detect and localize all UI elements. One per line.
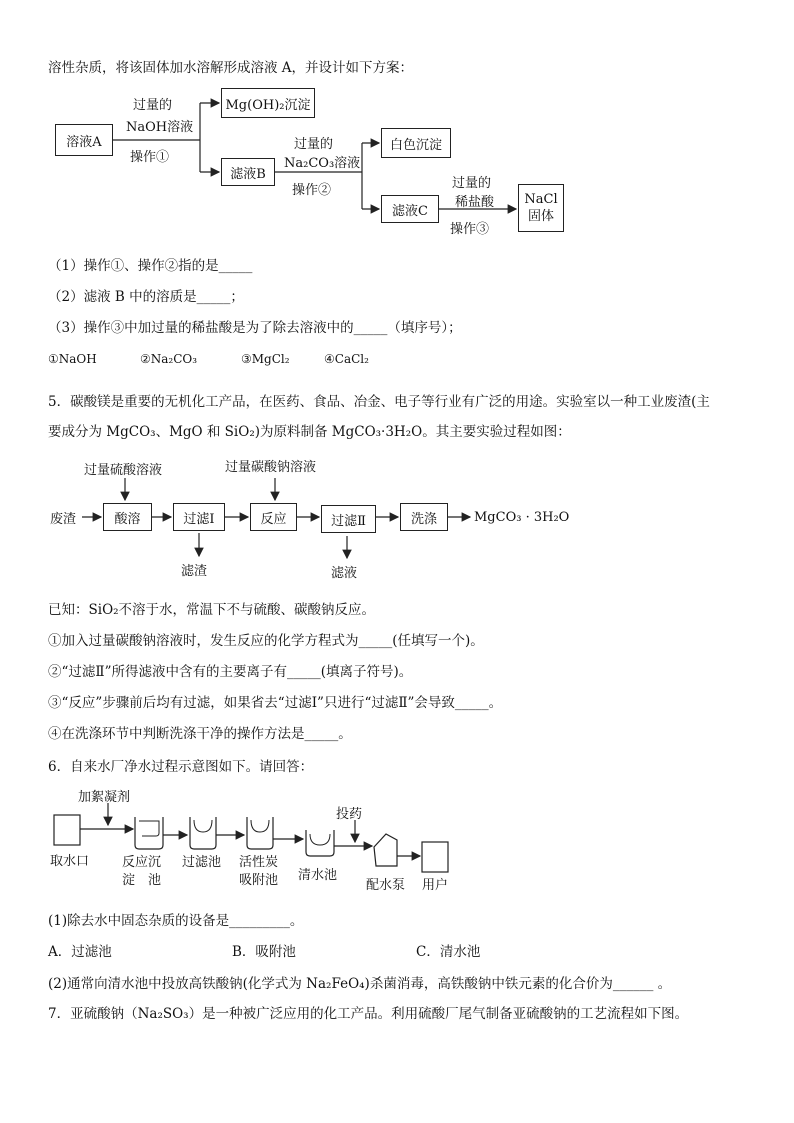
q6-option-a: A．过滤池	[48, 944, 112, 960]
q5-out-filtrate: 滤液	[331, 566, 358, 581]
product-line2: 固体	[527, 209, 554, 224]
product-line1: NaCl	[524, 192, 558, 207]
q6-question-2: (2)通常向清水池中投放高铁酸钠(化学式为 Na₂FeO₄)杀菌消毒，高铁酸钠中铁元素的化合价为______ 。	[48, 976, 672, 992]
box-filtrate-b: 滤液B	[221, 158, 275, 186]
reagent1-line2: NaOH溶液	[126, 120, 194, 135]
q5-line-4: ④在洗涤环节中判断洗涤干净的操作方法是_____。	[48, 726, 352, 742]
q5-out-residue: 滤渣	[181, 564, 208, 579]
reagent1-line1: 过量的	[133, 98, 173, 113]
q7-text: 7．亚硫酸钠（Na₂SO₃）是一种被广泛应用的化工产品。利用硫酸厂尾气制备亚硫酸钠的工艺流程如下图。	[48, 1006, 689, 1022]
reagent3-line2: 稀盐酸	[455, 195, 495, 210]
q6-text: 6．自来水厂净水过程示意图如下。请回答：	[48, 759, 314, 775]
q5-step-filter-2: 过滤Ⅱ	[321, 505, 376, 533]
q5-input-carbonate: 过量碳酸钠溶液	[225, 460, 317, 475]
q6-option-b: B．吸附池	[232, 944, 296, 960]
q4-question-1: （1）操作①、操作②指的是_____	[48, 258, 253, 274]
q5-line-3: ③“反应”步骤前后均有过滤，如果省去“过滤Ⅰ”只进行“过滤Ⅱ”会导致_____。	[48, 695, 503, 711]
q5-step-react: 反应	[250, 503, 297, 531]
q5-line-known: 已知：SiO₂不溶于水，常温下不与硫酸、碳酸钠反应。	[48, 602, 376, 618]
q4-question-2: （2）滤液 B 中的溶质是_____；	[48, 289, 244, 305]
q5-input-sulfuric: 过量硫酸溶液	[84, 463, 163, 478]
reagent3-line1: 过量的	[452, 176, 492, 191]
reagent2-line2: Na₂CO₃溶液	[284, 156, 361, 171]
box-white-precip: 白色沉淀	[381, 128, 451, 158]
q6-clear-tank: 清水池	[298, 868, 338, 883]
q5-step-filter-1: 过滤Ⅰ	[173, 503, 225, 531]
q6-settle-line1: 反应沉	[122, 855, 162, 870]
q4-question-3: （3）操作③中加过量的稀盐酸是为了除去溶液中的_____（填序号）；	[48, 320, 462, 336]
q6-intake: 取水口	[50, 854, 90, 869]
q5-line-1: ①加入过量碳酸钠溶液时，发生反应的化学方程式为_____(任填写一个)。	[48, 633, 484, 649]
q6-settle-line2: 淀 池	[122, 873, 162, 888]
q5-step-acid-dissolve: 酸溶	[103, 503, 152, 531]
reagent2-line1: 过量的	[294, 137, 334, 152]
op3-label: 操作③	[450, 222, 490, 237]
box-nacl-solid	[518, 184, 564, 232]
q5-product: MgCO₃ · 3H₂O	[474, 510, 570, 525]
q6-option-c: C．清水池	[416, 944, 481, 960]
q5-text-line2: 要成分为 MgCO₃、MgO 和 SiO₂)为原料制备 MgCO₃·3H₂O。其主要实验过程如图：	[48, 424, 571, 440]
q5-line-2: ②“过滤Ⅱ”所得滤液中含有的主要离子有_____(填离子符号)。	[48, 664, 413, 680]
q6-carbon-line1: 活性炭	[239, 855, 279, 870]
q6-add-chemical: 投药	[336, 807, 363, 822]
op2-label: 操作②	[292, 183, 332, 198]
q5-text-line1: 5．碳酸镁是重要的无机化工产品，在医药、食品、冶金、电子等行业有广泛的用途。实验室以一种工业废渣(主	[48, 394, 710, 410]
q6-user: 用户	[422, 878, 449, 893]
q4-option-3: ③MgCl₂	[241, 352, 290, 366]
q6-question-1: (1)除去水中固态杂质的设备是_________。	[48, 913, 304, 929]
box-filtrate-c: 滤液C	[381, 195, 439, 223]
q4-option-1: ①NaOH	[48, 352, 97, 366]
q5-step-wash: 洗涤	[400, 503, 448, 531]
q6-filter: 过滤池	[182, 855, 222, 870]
box-solution-a: 溶液A	[55, 124, 113, 156]
q4-option-4: ④CaCl₂	[324, 352, 369, 366]
op1-label: 操作①	[130, 150, 170, 165]
q6-pump: 配水泵	[366, 878, 406, 893]
box-precip-mgoh2: Mg(OH)₂沉淀	[221, 88, 315, 118]
q6-add-coagulant: 加絮凝剂	[78, 790, 131, 805]
intro-text: 溶性杂质，将该固体加水溶解形成溶液 A，并设计如下方案：	[48, 60, 414, 76]
q4-option-2: ②Na₂CO₃	[140, 352, 198, 366]
q5-start-waste: 废渣	[50, 512, 77, 527]
q6-carbon-line2: 吸附池	[239, 873, 279, 888]
